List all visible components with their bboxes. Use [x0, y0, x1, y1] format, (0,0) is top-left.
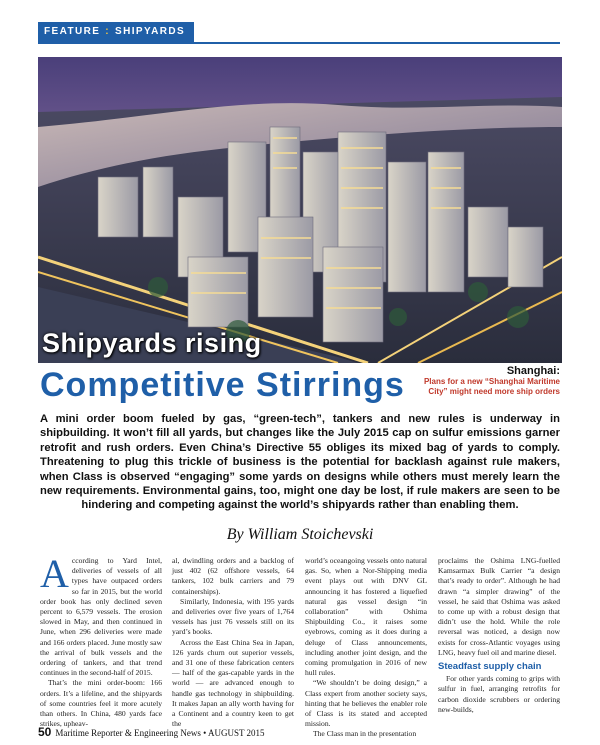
section-subhead: Steadfast supply chain	[438, 661, 542, 673]
photo-caption	[420, 365, 560, 397]
page-number: 50	[38, 725, 52, 739]
body-paragraph: Similarly, Indonesia, with 195 yards and deliveries over five years of 1,764 vessels has just 76 vessels still on its yard’s books.	[172, 596, 294, 637]
body-paragraph: That’s the mini order-boom: 166 orders. It’s a lifeline, and the shipyards of some countries feel it more acutely than others. In China, 480 yards face strikes, upheav-	[40, 678, 162, 729]
caption-title: Shanghai:	[506, 365, 560, 377]
body-paragraph: According to Yard Intel, deliveries of vessels of all types have outpaced orders so far in 2015, but the world order book has only declined seven percent to 6,579 vessels. The erosion slowed in May, and then continued in June, when 296 deliveries were made and 166 orders placed. June mostly saw the arrival of bulk vessels and the ordering of tankers, and that trend continues in the second-half of 2015.	[40, 551, 162, 678]
publication-name: Maritime Reporter & Engineering News • AUGUST 2015	[55, 728, 265, 738]
body-column-3	[305, 556, 427, 740]
body-paragraph: “We shouldn’t be doing design,” a Class expert from another society says, hinting that he believes the enabler role of Class is its stated and accepted mission.	[305, 678, 427, 729]
body-paragraph: proclaims the Oshima LNG-fuelled Kamsarmax Bulk Carrier “a design that’s ready to order”. Although he had drawn “a simpler drawing” of the vessel, he said that Oshima was asked to come up with a robust design that didn’t use the hold. While the role reversal was noticed, a design now exists for cross-Atlantic voyages using LNG, heavy fuel oil and marine diesel.	[438, 556, 560, 657]
section-name: SHIPYARDS	[115, 26, 186, 37]
caption-body: Plans for a new “Shanghai Maritime City” might need more ship orders	[423, 377, 560, 396]
page-footer	[38, 725, 265, 739]
feature-label: FEATURE	[44, 26, 101, 37]
article-headline: Competitive Stirrings	[40, 366, 405, 404]
article-deck: A mini order boom fueled by gas, “green-tech”, tankers and new rules is underway in shipbuilding. It won’t fill all yards, but changes like the July 2015 cap on sulfur emissions garner retrofit and rush orders. Even China’s Directive 55 obliges its mixed bag of yards to comply. Threatening to plug this trickle of business is the potential for backlash against rule makers, when Class is observed “engaging” some yards on designs while others must merely learn the new requirements. Environmental gains, too, might one day be lost, if rule makers are seen to be hindering and competing against the world’s shipyards rather than enabling them.	[40, 413, 560, 512]
body-paragraph: The Class man in the presentation	[313, 729, 417, 739]
body-column-2	[172, 556, 294, 729]
body-paragraph: For other yards coming to grips with sulfur in fuel, arranging retrofits for carbon dioxide scrubbers or ordering new-builds,	[438, 674, 560, 714]
article-kicker: Shipyards rising	[42, 328, 262, 358]
header-rule	[98, 42, 560, 44]
body-paragraph: world’s oceangoing vessels onto natural gas. So, when a Nor-Shipping media event plays out with DNV GL announcing it has fostered a liquefied natural gas vessel design “in collaboration” with Oshima Shipbuilding Co., it raises some eyebrows, coming as it does during a deluge of Class announcements, including another joint design, and the coming promulgation in 2016 of new hull rules.	[305, 556, 427, 678]
body-paragraph: al, dwindling orders and a backlog of just 402 (62 offshore vessels, 64 tankers, 102 bulk carriers and 79 containerships).	[172, 556, 294, 596]
article-byline: By William Stoichevski	[226, 526, 374, 543]
label-separator: :	[105, 26, 111, 37]
section-header	[0, 0, 600, 46]
city-rendering-illustration	[38, 57, 562, 363]
body-paragraph: Across the East China Sea in Japan, 126 yards churn out superior vessels, and 31 one of these fabrication centers — half of the gas-capable yards in the world — are advanced enough to handle gas technology in shipbuilding. It makes Japan an ally worth having for a Continent and a country keen to get the	[172, 637, 294, 729]
body-column-1	[40, 551, 162, 729]
hero-image	[38, 57, 562, 363]
drop-cap: A	[40, 551, 69, 596]
section-label	[44, 26, 185, 37]
body-column-4	[438, 556, 560, 715]
